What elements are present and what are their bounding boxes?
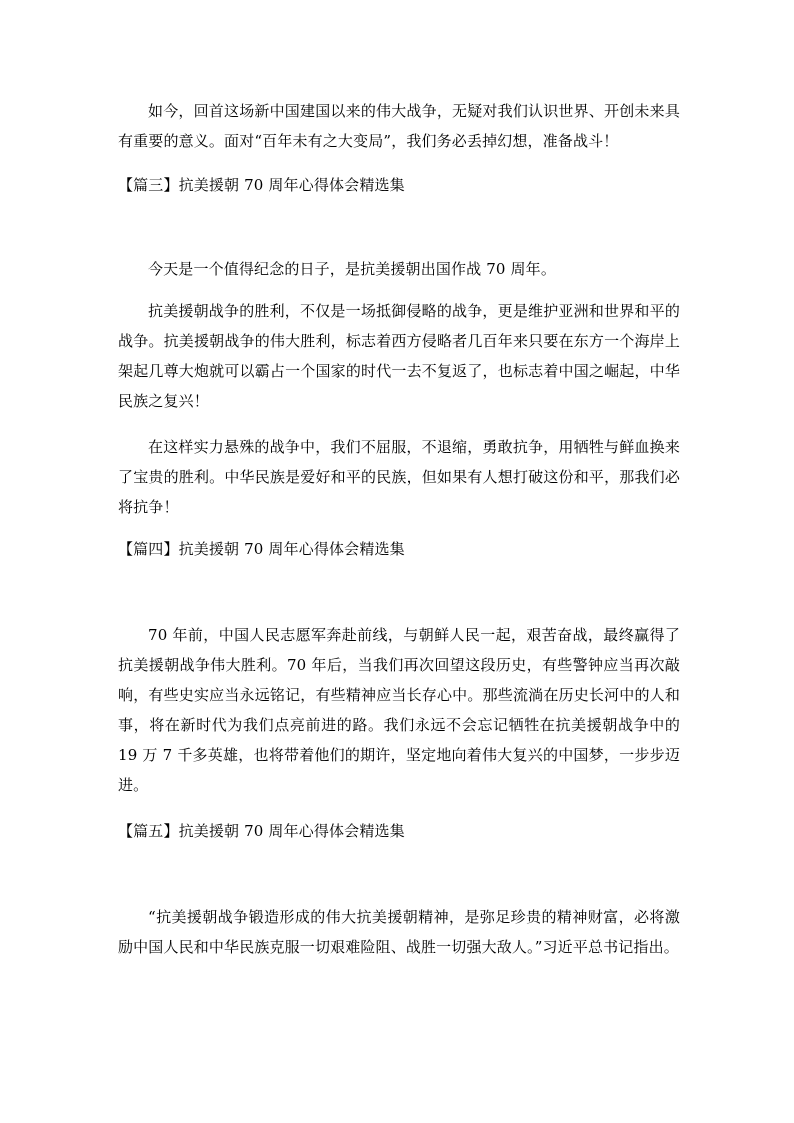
paragraph-resistance: 在这样实力悬殊的战争中，我们不屈服，不退缩，勇敢抗争，用牺牲与鲜血换来了宝贵的胜利。中华民族是爱好和平的民族，但如果有人想打破这份和平，那我们必将抗争！ [118, 438, 680, 516]
paragraph-anniversary-day: 今天是一个值得纪念的日子，是抗美援朝出国作战 70 周年。 [148, 260, 556, 278]
section-heading-part-four: 【篇四】抗美援朝 70 周年心得体会精选集 [118, 540, 405, 558]
paragraph-quote-spirit: “抗美援朝战争锻造形成的伟大抗美援朝精神，是弥足珍贵的精神财富，必将激励中国人民和中华民族克服一切艰难险阻、战胜一切强大敌人。”习近平总书记指出。 [118, 908, 680, 956]
paragraph-intro-review: 如今，回首这场新中国建国以来的伟大战争，无疑对我们认识世界、开创未来具有重要的意义。面对“百年未有之大变局”，我们务必丢掉幻想，准备战斗！ [118, 102, 680, 150]
section-heading-part-five: 【篇五】抗美援朝 70 周年心得体会精选集 [118, 822, 405, 840]
section-heading-part-three: 【篇三】抗美援朝 70 周年心得体会精选集 [118, 176, 405, 194]
paragraph-seventy-years-ago: 70 年前，中国人民志愿军奔赴前线，与朝鲜人民一起，艰苦奋战，最终赢得了抗美援朝战争伟大胜利。70 年后，当我们再次回望这段历史，有些警钟应当再次敲响，有些史实应当永远铭记，有些精神应当长存心中。那些流淌在历史长河中的人和事，将在新时代为我们点亮前进的路。我们永远不会忘记牺牲在抗美援朝战争中的 19 万 7 千多英雄，也将带着他们的期许，坚定地向着伟大复兴的中国梦，一步步迈进。 [118, 626, 680, 794]
paragraph-victory-significance: 抗美援朝战争的胜利，不仅是一场抵御侵略的战争，更是维护亚洲和世界和平的战争。抗美援朝战争的伟大胜利，标志着西方侵略者几百年来只要在东方一个海岸上架起几尊大炮就可以霸占一个国家的时代一去不复返了，也标志着中国之崛起，中华民族之复兴！ [118, 302, 680, 410]
